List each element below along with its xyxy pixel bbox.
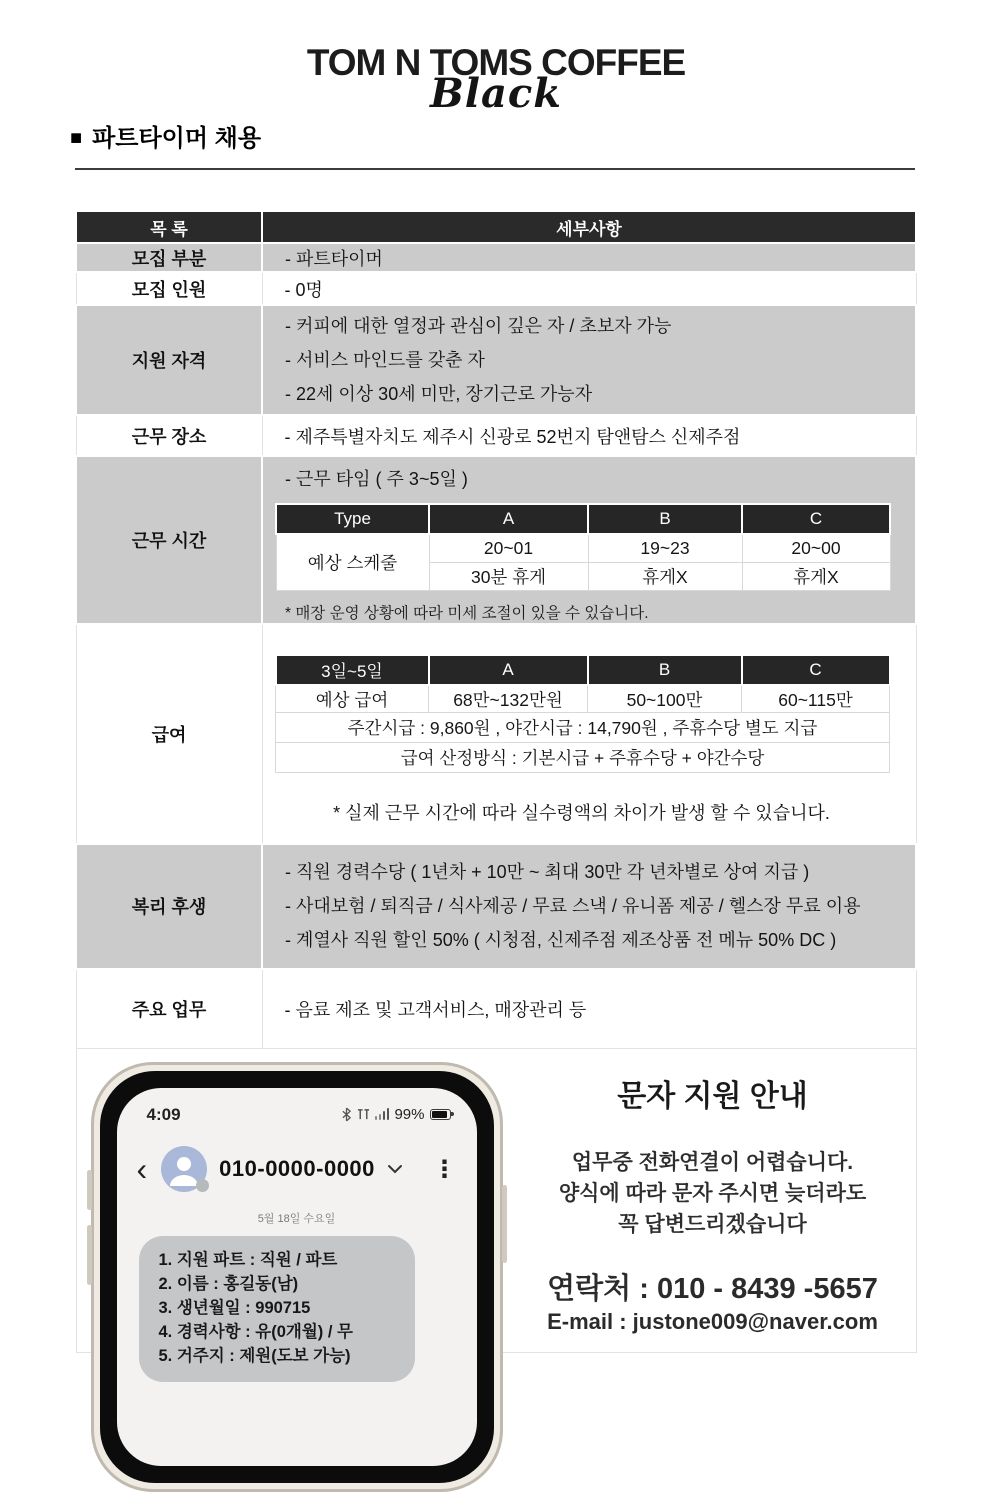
brand-logo [0, 42, 992, 117]
header-details: 세부사항 [262, 211, 916, 243]
contact-email: E-mail : justone009@naver.com [547, 1309, 878, 1334]
pay-value-a: 68만~132만원 [429, 685, 588, 713]
sms-line: 5. 거주지 : 제원(도보 가능) [158, 1347, 351, 1365]
schedule-header-c: C [742, 504, 890, 534]
chat-header [137, 1144, 457, 1194]
location-label: 근무 장소 [76, 415, 262, 456]
recruit-count-label: 모집 인원 [76, 272, 262, 305]
pay-content [262, 624, 916, 844]
chat-phone-number: 010-0000-0000 [219, 1156, 375, 1181]
pay-header-b: B [588, 655, 742, 685]
schedule-row-label: 예상 스케줄 [276, 534, 429, 590]
chat-date: 5월 18일 수요일 [257, 1213, 336, 1225]
sms-line: 4. 경력사항 : 유(0개월) / 무 [158, 1323, 353, 1341]
bluetooth-icon [341, 1107, 352, 1122]
schedule-time-c: 20~00 [742, 534, 890, 562]
qualification-line: - 22세 이상 30세 미만, 장기근로 가능자 [285, 384, 593, 404]
table-header-row [76, 211, 916, 243]
pay-value-b: 50~100만 [588, 685, 742, 713]
page-title-text: 파트타이머 채용 [92, 125, 262, 152]
phone-mockup [91, 1062, 503, 1492]
row-recruit-count [76, 272, 916, 305]
phone-bezel [100, 1071, 494, 1483]
row-sms-guide [76, 1049, 916, 1353]
phone-screen [117, 1088, 477, 1466]
schedule-header-a: A [429, 504, 588, 534]
row-pay [76, 624, 916, 844]
work-time-schedule-table [275, 503, 891, 591]
row-benefits [76, 844, 916, 969]
benefits-line: - 직원 경력수당 ( 1년차 + 10만 ~ 최대 30만 각 년차별로 상여 지급 ) [285, 862, 810, 882]
sms-line: 2. 이름 : 홍길동(남) [158, 1275, 299, 1293]
pay-header-row [276, 655, 890, 685]
brand-sub-name: Black [430, 70, 562, 117]
back-chevron-icon: ‹ [136, 1151, 148, 1187]
schedule-time-b: 19~23 [588, 534, 742, 562]
sms-notice-line: 양식에 따라 문자 주시면 늦더라도 [558, 1182, 867, 1205]
presence-dot-icon [196, 1179, 209, 1192]
status-time: 4:09 [146, 1105, 181, 1124]
pay-header-a: A [429, 655, 588, 685]
pay-values-row [276, 685, 890, 713]
pay-calc-row [276, 743, 890, 773]
brand-name: TOM N TOMS COFFEE [306, 42, 686, 83]
page-title [70, 118, 261, 153]
schedule-header-b: B [588, 504, 742, 534]
sms-notice-title: 문자 지원 안내 [617, 1080, 808, 1113]
benefits-lines [262, 844, 916, 969]
sms-notice-line: 업무중 전화연결이 어렵습니다. [571, 1151, 854, 1174]
work-time-title: - 근무 타임 ( 주 3~5일 ) [285, 469, 468, 489]
pay-wage-line: 주간시급 : 9,860원 , 야간시급 : 14,790원 , 주휴수당 별도 지급 [276, 713, 890, 743]
sms-notice [507, 1049, 919, 1352]
row-qualification [76, 305, 916, 415]
qualification-line: - 커피에 대한 열정과 관심이 깊은 자 / 초보자 가능 [285, 316, 672, 336]
sms-guide-wrap [77, 1049, 916, 1365]
location-value: - 제주특별자치도 제주시 신광로 52번지 탐앤탐스 신제주점 [262, 415, 916, 456]
sms-guide-cell [76, 1049, 916, 1365]
schedule-break-c: 휴게X [742, 562, 890, 590]
sms-line: 3. 생년월일 : 990715 [158, 1299, 311, 1317]
pay-header-days: 3일~5일 [276, 655, 429, 685]
row-work-time [76, 456, 916, 624]
header-category: 목 록 [76, 211, 262, 243]
pay-header-c: C [742, 655, 890, 685]
sms-notice-lines [507, 1147, 919, 1240]
benefits-line: - 사대보험 / 퇴직금 / 식사제공 / 무료 스낵 / 유니폼 제공 / 헬스장 무료 이용 [285, 896, 861, 916]
schedule-time-a: 20~01 [429, 534, 588, 562]
chevron-down-icon [387, 1164, 403, 1174]
more-menu-icon: ⋮ [432, 1155, 457, 1183]
phone-volume-down-button [87, 1225, 92, 1285]
schedule-header-row [276, 504, 890, 534]
phone-volume-up-button [87, 1170, 92, 1210]
pay-wage-row [276, 713, 890, 743]
avatar [161, 1146, 207, 1192]
signal-strength-icon [375, 1108, 390, 1120]
square-bullet-icon: ■ [70, 127, 83, 149]
status-icons [341, 1104, 451, 1124]
recruitment-table [75, 210, 917, 1365]
work-time-note: * 매장 운영 상황에 따라 미세 조절이 있을 수 있습니다. [285, 604, 649, 622]
pay-note: * 실제 근무 시간에 따라 실수령액의 차이가 발생 할 수 있습니다. [333, 803, 830, 824]
schedule-break-b: 휴게X [588, 562, 742, 590]
phone-statusbar [117, 1102, 477, 1128]
contact-phone: 연락처 : 010 - 8439 -5657 [547, 1273, 878, 1305]
duties-value: - 음료 제조 및 고객서비스, 매장관리 등 [262, 969, 916, 1049]
battery-percent: 99% [394, 1105, 425, 1123]
recruit-part-label: 모집 부분 [76, 243, 262, 272]
work-time-label: 근무 시간 [76, 456, 262, 624]
volte-icon [357, 1108, 370, 1121]
recruit-count-value: - 0명 [262, 272, 916, 305]
qualification-line: - 서비스 마인드를 갖춘 자 [285, 350, 485, 370]
qualification-label: 지원 자격 [76, 305, 262, 415]
schedule-break-a: 30분 휴게 [429, 562, 588, 590]
qualification-lines [262, 305, 916, 415]
schedule-header-type: Type [276, 504, 429, 534]
schedule-times-row [276, 534, 890, 562]
work-time-content [262, 456, 916, 624]
pay-label: 급여 [76, 624, 262, 844]
battery-icon [430, 1109, 451, 1120]
sms-line: 1. 지원 파트 : 직원 / 파트 [158, 1251, 338, 1269]
pay-calc-line: 급여 산정방식 : 기본시급 + 주휴수당 + 야간수당 [276, 743, 890, 773]
row-recruit-part [76, 243, 916, 272]
pay-value-c: 60~115만 [742, 685, 890, 713]
benefits-label: 복리 후생 [76, 844, 262, 969]
pay-row-label: 예상 급여 [276, 685, 429, 713]
row-duties [76, 969, 916, 1049]
sms-message-bubble [139, 1236, 415, 1382]
recruit-part-value: - 파트타이머 [262, 243, 916, 272]
title-divider [75, 168, 915, 170]
pay-table [275, 654, 891, 774]
benefits-line: - 계열사 직원 할인 50% ( 시청점, 신제주점 제조상품 전 메뉴 50% DC ) [285, 930, 837, 950]
row-location [76, 415, 916, 456]
sms-notice-line: 꼭 답변드리겠습니다 [618, 1213, 807, 1236]
duties-label: 주요 업무 [76, 969, 262, 1049]
